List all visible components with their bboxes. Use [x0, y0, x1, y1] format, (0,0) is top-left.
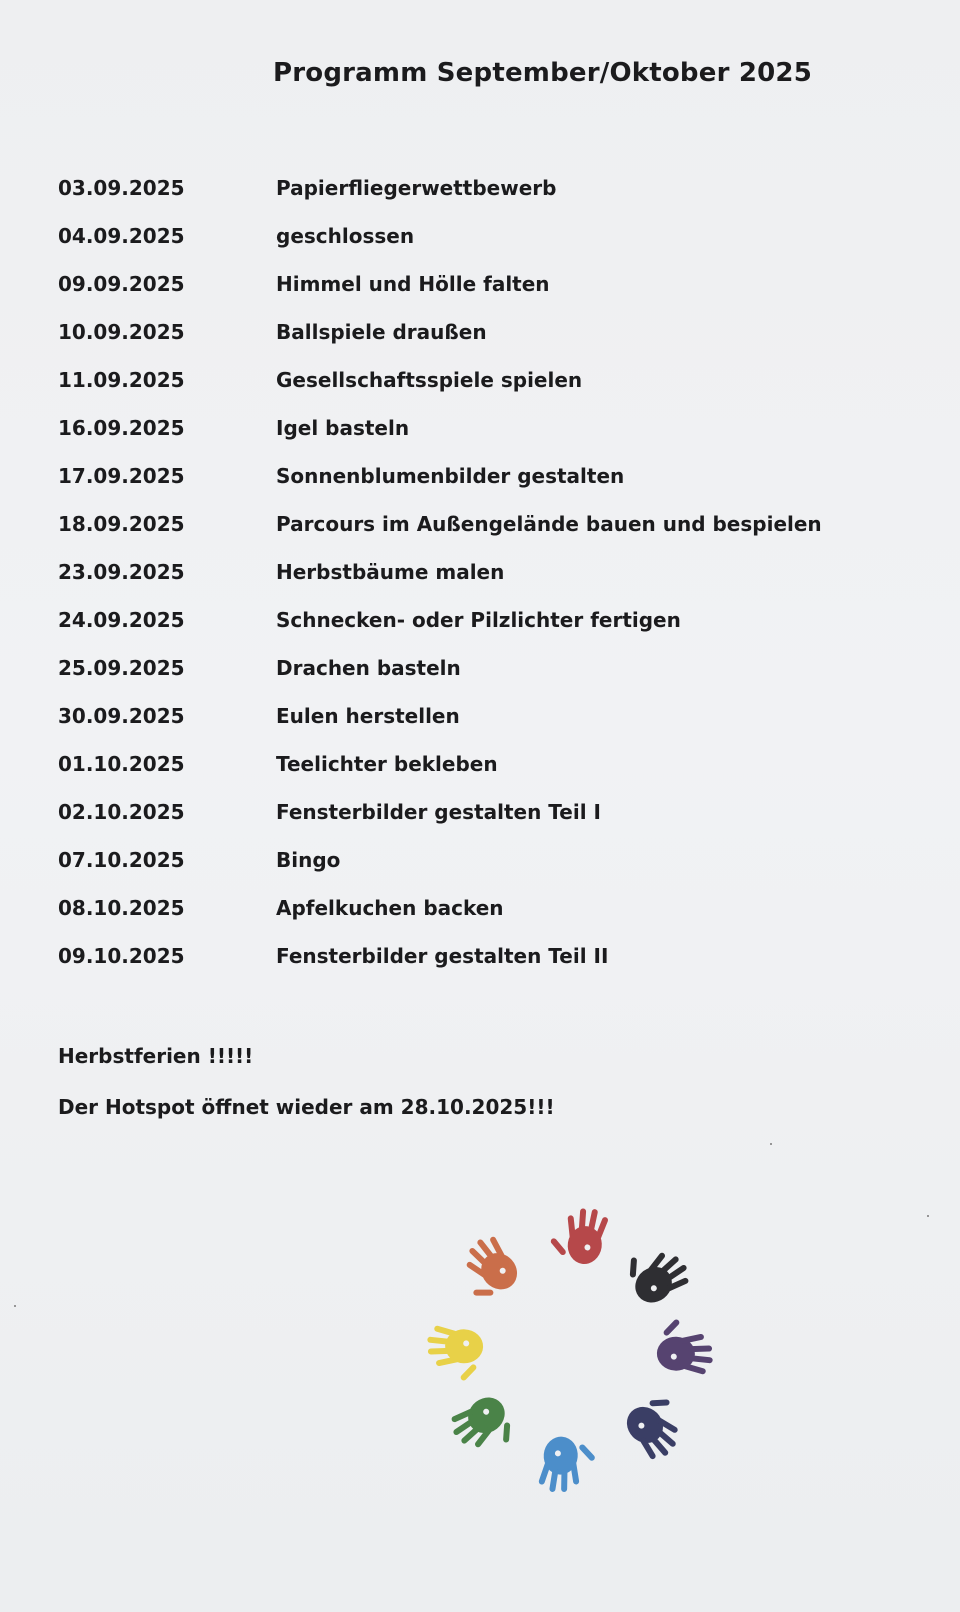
- paper-speck: [927, 1215, 929, 1217]
- schedule-activity: Fensterbilder gestalten Teil I: [276, 800, 601, 824]
- schedule-row: [58, 944, 918, 992]
- schedule-date: 16.09.2025: [58, 416, 185, 440]
- schedule-date: 01.10.2025: [58, 752, 185, 776]
- schedule-date: 09.09.2025: [58, 272, 185, 296]
- schedule-row: [58, 752, 918, 800]
- schedule-activity: geschlossen: [276, 224, 415, 248]
- handprint-icon: [617, 1386, 696, 1465]
- schedule-row: [58, 416, 918, 464]
- handprint-icon: [656, 1318, 714, 1376]
- reopening-note: Der Hotspot öffnet wieder am 28.10.2025!!!: [58, 1095, 555, 1119]
- schedule-row: [58, 896, 918, 944]
- schedule-date: 17.09.2025: [58, 464, 185, 488]
- schedule-row: [58, 704, 918, 752]
- schedule-activity: Fensterbilder gestalten Teil II: [276, 944, 609, 968]
- schedule-activity: Himmel und Hölle falten: [276, 272, 550, 296]
- schedule-activity: Sonnenblumenbilder gestalten: [276, 464, 625, 488]
- schedule-date: 07.10.2025: [58, 848, 185, 872]
- schedule-activity: Apfelkuchen backen: [276, 896, 504, 920]
- handprint-icon: [537, 1435, 597, 1496]
- schedule-row: [58, 224, 918, 272]
- schedule-date: 10.09.2025: [58, 320, 185, 344]
- schedule-date: 24.09.2025: [58, 608, 185, 632]
- schedule-date: 18.09.2025: [58, 512, 185, 536]
- schedule-date: 25.09.2025: [58, 656, 185, 680]
- schedule-row: [58, 464, 918, 512]
- schedule-activity: Ballspiele draußen: [276, 320, 487, 344]
- schedule-row: [58, 320, 918, 368]
- handprint-icon: [445, 1388, 524, 1466]
- handprint-icon: [617, 1234, 696, 1312]
- schedule-activity: Igel basteln: [276, 416, 410, 440]
- schedule-list: [58, 176, 918, 992]
- schedule-row: [58, 800, 918, 848]
- schedule-row: [58, 608, 918, 656]
- schedule-activity: Gesellschaftsspiele spielen: [276, 368, 583, 392]
- schedule-date: 03.09.2025: [58, 176, 185, 200]
- schedule-activity: Drachen basteln: [276, 656, 461, 680]
- schedule-date: 02.10.2025: [58, 800, 185, 824]
- schedule-activity: Parcours im Außengelände bauen und bespielen: [276, 512, 822, 536]
- paper-speck: [14, 1305, 16, 1307]
- schedule-activity: Bingo: [276, 848, 341, 872]
- handprint-icon: [426, 1325, 484, 1383]
- schedule-row: [58, 560, 918, 608]
- schedule-activity: Schnecken- oder Pilzlichter fertigen: [276, 608, 681, 632]
- schedule-activity: Eulen herstellen: [276, 704, 460, 728]
- schedule-date: 09.10.2025: [58, 944, 185, 968]
- schedule-activity: Herbstbäume malen: [276, 560, 505, 584]
- schedule-row: [58, 512, 918, 560]
- schedule-date: 08.10.2025: [58, 896, 185, 920]
- handprint-circle-icon: [410, 1190, 730, 1510]
- schedule-row: [58, 848, 918, 896]
- schedule-date: 23.09.2025: [58, 560, 185, 584]
- schedule-activity: Papierfliegerwettbewerb: [276, 176, 557, 200]
- holiday-note: Herbstferien !!!!!: [58, 1044, 254, 1068]
- schedule-row: [58, 656, 918, 704]
- schedule-activity: Teelichter bekleben: [276, 752, 498, 776]
- schedule-row: [58, 272, 918, 320]
- schedule-date: 04.09.2025: [58, 224, 185, 248]
- handprint-icon: [448, 1230, 527, 1309]
- handprint-icon: [547, 1203, 610, 1266]
- paper-speck: [770, 1143, 772, 1145]
- schedule-row: [58, 176, 918, 224]
- schedule-row: [58, 368, 918, 416]
- schedule-date: 11.09.2025: [58, 368, 185, 392]
- page-title: Programm September/Oktober 2025: [273, 58, 813, 88]
- schedule-date: 30.09.2025: [58, 704, 185, 728]
